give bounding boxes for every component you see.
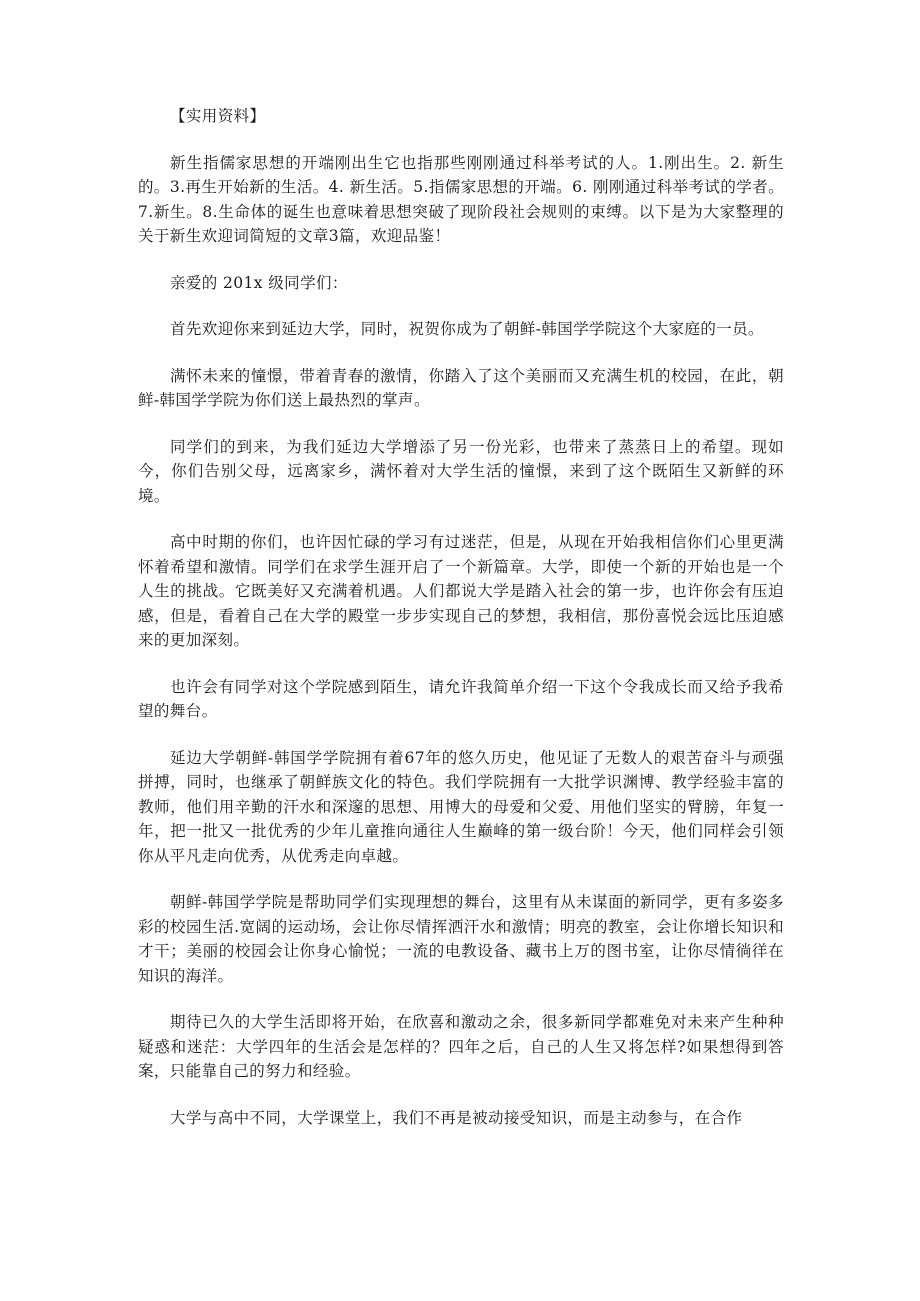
document-heading: 【实用资料】 — [170, 107, 266, 125]
paragraph: 高中时期的你们，也许因忙碌的学习有过迷茫，但是，从现在开始我相信你们心里更满怀着希望和激情。同学们在求学生涯开启了一个新篇章。大学，即使一个新的开始也是一个人生的挑战。它既美好又充满着机遇。人们都说大学是踏入社会的第一步，也许你会有压迫感，但是，看着自己在大学的殿堂一步步实现自己的梦想，我相信，那份喜悦会远比压迫感来的更加深刻。 — [138, 533, 784, 649]
paragraph: 延边大学朝鲜-韩国学学院拥有着67年的悠久历史，他见证了无数人的艰苦奋斗与顽强拼搏，同时，也继承了朝鲜族文化的特色。我们学院拥有一大批学识渊博、教学经验丰富的教师，他们用辛勤的汗水和深邃的思想、用博大的母爱和父爱、用他们坚实的臂膀，年复一年，把一批又一批优秀的少年儿童推向通往人生巅峰的第一级台阶！今天，他们同样会引领你从平凡走向优秀，从优秀走向卓越。 — [138, 748, 784, 865]
paragraph: 也许会有同学对这个学院感到陌生，请允许我简单介绍一下这个令我成长而又给予我希望的舞台。 — [138, 677, 784, 720]
paragraph: 期待已久的大学生活即将开始，在欣喜和激动之余，很多新同学都难免对未来产生种种疑惑和迷茫：大学四年的生活会是怎样的？四年之后，自己的人生又将怎样?如果想得到答案，只能靠自己的努力和经验。 — [138, 1013, 784, 1080]
paragraph-intro: 新生指儒家思想的开端刚出生它也指那些刚刚通过科举考试的人。1.刚出生。2. 新生的。3.再生开始新的生活。4. 新生活。5.指儒家思想的开端。6. 刚刚通过科举考试的学者。7.新生。8.生命体的诞生也意味着思想突破了现阶段社会规则的束缚。以下是为大家整理的关于新生欢迎词简短的文章3篇，欢迎品鉴！ — [138, 153, 784, 245]
paragraph: 同学们的到来，为我们延边大学增添了另一份光彩，也带来了蒸蒸日上的希望。现如今，你们告别父母，远离家乡，满怀着对大学生活的憧憬，来到了这个既陌生又新鲜的环境。 — [138, 437, 784, 505]
paragraph: 首先欢迎你来到延边大学，同时，祝贺你成为了朝鲜-韩国学学院这个大家庭的一员。 — [170, 320, 764, 338]
paragraph-truncated: 大学与高中不同，大学课堂上，我们不再是被动接受知识，而是主动参与，在合作 — [170, 1108, 743, 1127]
paragraph: 朝鲜-韩国学学院是帮助同学们实现理想的舞台，这里有从未谋面的新同学，更有多姿多彩的校园生活.宽阔的运动场，会让你尽情挥洒汗水和激情；明亮的教室，会让你增长知识和才干；美丽的校园会让你身心愉悦；一流的电教设备、藏书上万的图书室，让你尽情徜徉在知识的海洋。 — [138, 893, 784, 985]
document-body — [138, 104, 784, 1152]
paragraph: 满怀未来的憧憬，带着青春的激情，你踏入了这个美丽而又充满生机的校园，在此，朝鲜-韩国学学院为你们送上最热烈的掌声。 — [138, 366, 784, 409]
paragraph-salutation: 亲爱的 201x 级同学们： — [170, 273, 348, 292]
